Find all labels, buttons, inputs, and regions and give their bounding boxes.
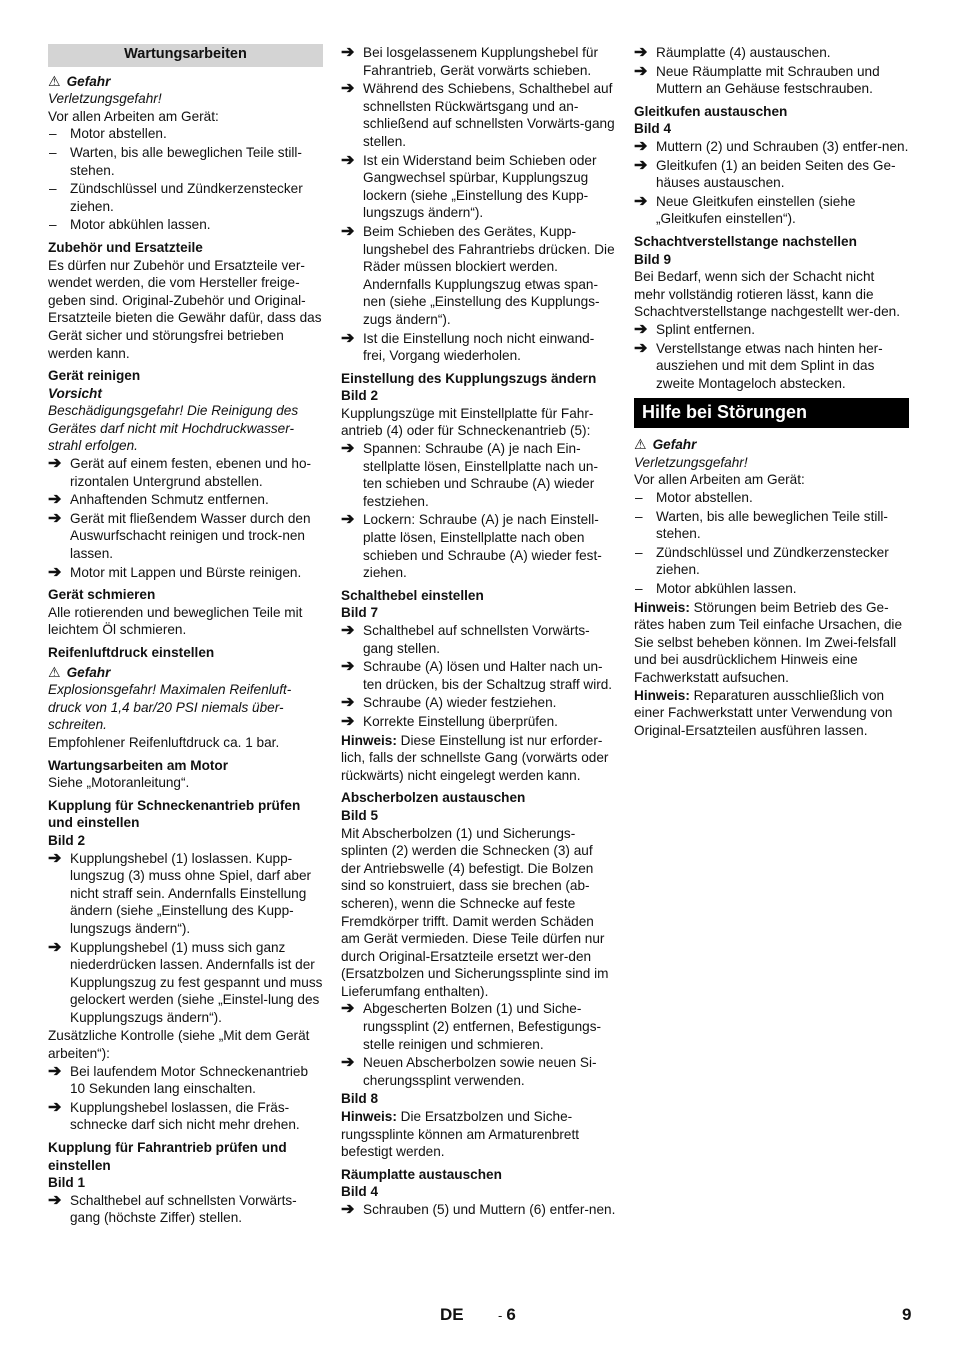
list-item: – Warten, bis alle beweglichen Teile still-stehen. [49,144,302,178]
list-item: ➔ Räumplatte (4) austauschen. [634,44,831,61]
plate-heading: Räumplatte austauschen [341,1166,502,1182]
column-1 [48,44,323,1228]
list-item: – Motor abstellen. [49,126,167,142]
danger-heading: ⚠ Gefahr [634,436,697,453]
arrow-bullet-icon: ➔ [48,455,62,473]
engine-text: Siehe „Motoranleitung“. [48,775,190,791]
list-item: ➔ Schrauben (5) und Muttern (6) entfer-nen. [341,1201,616,1218]
shear-note: Hinweis: Die Ersatzbolzen und Siche-rungssplinte können am Armaturenbrett befestigt werden. [341,1109,580,1160]
accessories-text: Es dürfen nur Zubehör und Ersatzteile ver-wendet werden, die vom Hersteller freige-geben sind. Original-Zubehör und Original-Ersatzteile bieten die Gewähr dafür, dass das Gerät sicher und störungsfrei betrieben werden kann. [48,257,322,361]
shift-heading: Schalthebel einstellen [341,587,484,603]
list-item: ➔ Schraube (A) lösen und Halter nach un-ten drücken, bis der Schaltzug straff wird. [341,658,613,692]
list-item: ➔ Abgescherten Bolzen (1) und Siche-rungssplint (2) entfernen, Befestigungs-stelle reinigen und schmieren. [341,1000,602,1052]
shear-heading: Abscherbolzen austauschen [341,790,526,806]
arrow-bullet-icon: ➔ [48,509,62,527]
arrow-bullet-icon: ➔ [48,938,62,956]
plate-list-continued [634,44,909,98]
tire-warning: Explosionsgefahr! Maximalen Reifenluft-druck von 1,4 bar/20 PSI niemals über-schreiten. [48,682,292,733]
list-item: – Motor abkühlen lassen. [635,581,797,597]
list-item: ➔ Motor mit Lappen und Bürste reinigen. [48,563,302,581]
list-item: ➔ Bei laufendem Motor Schneckenantrieb 10 Sekunden lang einschalten. [48,1062,309,1097]
list-item: ➔ Anhaftenden Schmutz entfernen. [48,491,269,509]
list-item: ➔ Neue Räumplatte mit Schrauben und Muttern an Gehäuse festschrauben. [634,62,880,97]
shear-text: Mit Abscherbolzen (1) und Sicherungs-splinten (2) werden die Schnecken (3) auf der Antriebswelle (4) befestigt. Die Bolzen sind so konstruiert, dass sie brechen (ab-scheren), wenn die Schnecke auf feste Fremdkörper trifft. Damit werden Schäden am Gerät vermieden. Diese Teile dürfen nur durch Original-Ersatzteile ersetzt wer-den (Ersatzbolzen und Sicherungssplinte sind im Lieferumfang enthalten). [341,825,609,999]
note-label: Hinweis: [634,687,690,703]
arrow-bullet-icon: ➔ [341,80,355,98]
section-banner: Wartungsarbeiten [48,44,323,67]
list-item: ➔ Kupplungshebel loslassen, die Fräs-schnecke darf sich nicht mehr drehen. [48,1098,300,1133]
arrow-bullet-icon: ➔ [341,1000,355,1018]
dash-bullet: – [635,490,643,506]
arrow-bullet-icon: ➔ [341,694,355,712]
shear-figure-ref: Bild 5 [341,807,379,823]
list-item: ➔ Schalthebel auf schnellsten Vorwärts-gang stellen. [341,622,590,656]
shift-list [341,622,616,731]
shear-list [341,1000,616,1089]
before-work-list [48,125,323,234]
list-item: – Motor abkühlen lassen. [49,217,211,233]
arrow-bullet-icon: ➔ [634,62,648,80]
injury-warning: Verletzungsgefahr! [634,454,748,470]
trouble-note-1: Hinweis: Störungen beim Betrieb des Ge-rätes haben zum Teil einfache Ursachen, die Sie selbst beheben können. Im Zwei-felsfall und bei ausdrücklichem Hinweis eine Fachwerkstatt aufsuchen. [634,599,903,685]
shift-note: Hinweis: Diese Einstellung ist nur erforder-lich, falls der schnellste Gang (vorwärts oder rückwärts) nicht eingelegt werden kann. [341,732,609,783]
lube-text: Alle rotierenden und beweglichen Teile mit leichtem Öl schmieren. [48,604,303,638]
list-item: ➔ Verstellstange etwas nach hinten her-ausziehen und mit dem Splint in das zweite Montageloch abstecken. [634,339,883,391]
list-item: ➔ Spannen: Schraube (A) je nach Ein-stellplatte lösen, Einstellplatte nach un-ten schieben und Schraube (A) wieder festziehen. [341,440,599,509]
warning-triangle-icon: ⚠ [48,72,61,89]
arrow-bullet-icon: ➔ [48,1191,62,1209]
arrow-bullet-icon: ➔ [341,712,355,730]
list-item: ➔ Splint entfernen. [634,320,755,338]
clean-list [48,455,323,581]
arrow-bullet-icon: ➔ [341,511,355,529]
tire-text: Empfohlener Reifenluftdruck ca. 1 bar. [48,734,280,750]
drive-heading: Kupplung für Fahrantrieb prüfen und einstellen [48,1140,287,1173]
list-item: ➔ Kupplungshebel (1) loslassen. Kupp-lungszug (3) muss ohne Spiel, darf aber nicht straff sein. Andernfalls Einstellung ändern (siehe „Einstellung des Kupp-lungszugs ändern“). [48,849,312,936]
list-item: ➔ Beim Schieben des Gerätes, Kupp-lungshebel des Fahrantriebs drücken. Die Räder müssen blockiert werden. Andernfalls Kupplungszug etwas span-nen (siehe „Einstellung des Kupplungs-zugs ändern“). [341,222,615,327]
arrow-bullet-icon: ➔ [341,44,355,61]
list-item: ➔ Schalthebel auf schnellsten Vorwärts-gang (höchste Ziffer) stellen. [48,1191,297,1226]
before-work-list [634,489,909,598]
trouble-note-2: Hinweis: Reparaturen ausschließlich von einer Fachwerkstatt unter Verwendung von Original-Ersatzteilen ausführen lassen. [634,687,893,738]
chute-figure-ref: Bild 9 [634,251,672,267]
list-item: ➔ Bei losgelassenem Kupplungshebel für Fahrantrieb, Gerät vorwärts schieben. [341,44,599,78]
plate-figure-ref: Bild 4 [341,1184,379,1200]
skid-list [634,138,909,228]
plate-list [341,1201,616,1219]
cable-figure-ref: Bild 2 [341,388,379,404]
arrow-bullet-icon: ➔ [634,137,648,155]
list-item: ➔ Lockern: Schraube (A) je nach Einstell-platte lösen, Einstellplatte nach oben schieben und Schraube (A) wieder fest-ziehen. [341,511,602,581]
list-item: ➔ Ist die Einstellung noch nicht einwand-frei, Vorgang wiederholen. [341,329,595,364]
arrow-bullet-icon: ➔ [48,1062,62,1080]
footer-sheet-number: 9 [902,1305,912,1324]
caution-label: Vorsicht [48,385,102,401]
injury-warning: Verletzungsgefahr! [48,91,162,107]
auger-list-2 [48,1063,323,1134]
engine-heading: Wartungsarbeiten am Motor [48,757,229,773]
arrow-bullet-icon: ➔ [341,151,355,169]
troubleshooting-banner: Hilfe bei Störungen [634,398,909,428]
note-label: Hinweis: [634,599,690,615]
list-item: ➔ Neue Gleitkufen einstellen (siehe „Gleitkufen einstellen“). [634,192,856,227]
clean-caution: Beschädigungsgefahr! Die Reinigung des Gerätes darf nicht mit Hochdruckwasser-strahl erfolgen. [48,403,299,454]
lube-heading: Gerät schmieren [48,587,156,603]
drive-figure-ref: Bild 1 [48,1175,86,1191]
auger-list [48,850,323,1027]
list-item: – Warten, bis alle beweglichen Teile still-stehen. [635,508,888,542]
cable-heading: Einstellung des Kupplungszugs ändern [341,370,597,386]
skid-heading: Gleitkufen austauschen [634,103,788,119]
list-item: ➔ Gerät auf einem festen, ebenen und ho-rizontalen Untergrund abstellen. [48,455,312,489]
list-item: ➔ Gleitkufen (1) an beiden Seiten des Ge-häuses austauschen. [634,156,896,191]
dash-bullet: – [49,144,57,160]
arrow-bullet-icon: ➔ [48,491,62,509]
arrow-bullet-icon: ➔ [48,1098,62,1116]
column-3 [634,44,909,739]
drive-list [48,1192,323,1227]
arrow-bullet-icon: ➔ [341,222,355,240]
dash-bullet: – [635,544,643,560]
arrow-bullet-icon: ➔ [341,1054,355,1072]
list-item: ➔ Ist ein Widerstand beim Schieben oder Gangwechsel spürbar, Kupplungszug lockern (siehe „Einstellung des Kupp-lungszugs ändern“). [341,151,597,221]
dash-bullet: – [49,181,57,197]
list-item: ➔ Neuen Abscherbolzen sowie neuen Si-cherungssplint verwenden. [341,1054,597,1088]
dash-bullet: – [49,217,57,233]
arrow-bullet-icon: ➔ [48,563,62,581]
tire-heading: Reifenluftdruck einstellen [48,645,215,660]
chute-text: Bei Bedarf, wenn sich der Schacht nicht mehr vollständig rotieren lässt, kann die Schachtverstellstange nachgestellt wer-den. [634,269,900,320]
warning-triangle-icon: ⚠ [634,436,647,453]
accessories-heading: Zubehör und Ersatzteile [48,239,203,255]
column-2 [341,44,616,1220]
arrow-bullet-icon: ➔ [341,658,355,676]
footer-language: DE [440,1305,464,1324]
list-item: ➔ Schraube (A) wieder festziehen. [341,694,557,712]
list-item: ➔ Während des Schiebens, Schalthebel auf schnellsten Rückwärtsgang und an-schließend auf schnellsten Vorwärts-gang stellen. [341,80,615,149]
clean-heading: Gerät reinigen [48,368,141,384]
tire-danger-heading: ⚠ Gefahr [48,663,111,680]
list-item: – Motor abstellen. [635,490,753,506]
auger-figure-ref: Bild 2 [48,832,86,848]
note-label: Hinweis: [341,732,397,748]
dash-bullet: – [635,581,643,597]
arrow-bullet-icon: ➔ [634,44,648,61]
list-item: ➔ Muttern (2) und Schrauben (3) entfer-nen. [634,137,909,155]
arrow-bullet-icon: ➔ [634,320,648,338]
cable-list [341,440,616,582]
arrow-bullet-icon: ➔ [341,1201,355,1218]
drive-list-continued [341,44,616,365]
list-item: – Zündschlüssel und Zündkerzenstecker ziehen. [635,544,889,578]
skid-figure-ref: Bild 4 [634,121,672,137]
chute-heading: Schachtverstellstange nachstellen [634,233,857,249]
arrow-bullet-icon: ➔ [341,440,355,458]
before-work-text: Vor allen Arbeiten am Gerät: [48,108,219,124]
dash-bullet: – [635,508,643,524]
before-work-text: Vor allen Arbeiten am Gerät: [634,472,805,488]
arrow-bullet-icon: ➔ [341,329,355,347]
arrow-bullet-icon: ➔ [341,622,355,639]
auger-heading: Kupplung für Schneckenantrieb prüfen und einstellen [48,797,301,831]
list-item: – Zündschlüssel und Zündkerzenstecker ziehen. [49,181,303,214]
shift-figure-ref: Bild 7 [341,605,379,621]
dash-bullet: – [49,126,57,142]
shear-figure-ref-2: Bild 8 [341,1091,379,1107]
list-item: ➔ Kupplungshebel (1) muss sich ganz niederdrücken lassen. Andernfalls ist der Kupplungszug zu fest gespannt und muss gelockert werden (siehe „Einstel-lung des Kupplungszugs ändern“). [48,938,323,1025]
arrow-bullet-icon: ➔ [634,339,648,357]
danger-heading: ⚠ Gefahr [48,72,111,89]
footer-page: - 6 [498,1305,516,1324]
chute-list [634,321,909,392]
auger-extra-text: Zusätzliche Kontrolle (siehe „Mit dem Gerät arbeiten“): [48,1028,310,1062]
cable-text: Kupplungszüge mit Einstellplatte für Fahr-antrieb (4) oder für Schneckenantrieb (5): [341,405,594,439]
list-item: ➔ Korrekte Einstellung überprüfen. [341,712,558,730]
note-label: Hinweis: [341,1109,397,1125]
arrow-bullet-icon: ➔ [48,849,62,867]
arrow-bullet-icon: ➔ [634,156,648,174]
warning-triangle-icon: ⚠ [48,663,61,680]
arrow-bullet-icon: ➔ [634,192,648,210]
list-item: ➔ Gerät mit fließendem Wasser durch den Auswurfschacht reinigen und trock-nen lassen. [48,509,311,562]
